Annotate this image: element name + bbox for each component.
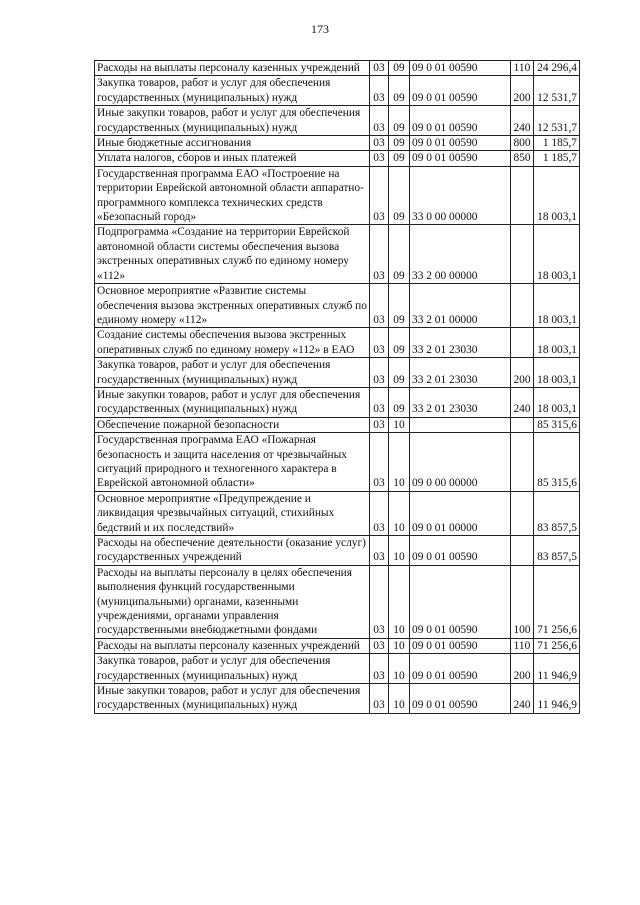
row-amount: 83 857,5 bbox=[534, 491, 580, 535]
row-description: Закупка товаров, работ и услуг для обеспечения государственных (муниципальных) нужд bbox=[95, 654, 370, 684]
row-target-article: 09 0 01 00590 bbox=[410, 76, 511, 106]
row-section-code: 03 bbox=[370, 638, 389, 653]
row-section-code: 03 bbox=[370, 654, 389, 684]
row-section-code: 03 bbox=[370, 417, 389, 432]
row-description: Обеспечение пожарной безопасности bbox=[95, 417, 370, 432]
row-target-article: 09 0 00 00000 bbox=[410, 433, 511, 492]
row-expense-type: 110 bbox=[511, 61, 534, 76]
row-amount: 12 531,7 bbox=[534, 106, 580, 136]
row-subsection-code: 09 bbox=[389, 106, 410, 136]
row-subsection-code: 09 bbox=[389, 166, 410, 225]
row-target-article: 09 0 01 00590 bbox=[410, 565, 511, 638]
table-row bbox=[95, 565, 580, 638]
row-expense-type: 200 bbox=[511, 76, 534, 106]
row-amount: 85 315,6 bbox=[534, 417, 580, 432]
row-target-article bbox=[410, 417, 511, 432]
row-subsection-code: 10 bbox=[389, 433, 410, 492]
row-expense-type bbox=[511, 433, 534, 492]
row-target-article: 09 0 01 00590 bbox=[410, 61, 511, 76]
page-number: 173 bbox=[311, 22, 329, 36]
table-row bbox=[95, 387, 580, 417]
row-section-code: 03 bbox=[370, 565, 389, 638]
row-subsection-code: 10 bbox=[389, 684, 410, 714]
row-amount: 11 946,9 bbox=[534, 684, 580, 714]
row-amount: 71 256,6 bbox=[534, 638, 580, 653]
row-description: Закупка товаров, работ и услуг для обеспечения государственных (муниципальных) нужд bbox=[95, 76, 370, 106]
table-row bbox=[95, 491, 580, 535]
row-expense-type: 240 bbox=[511, 684, 534, 714]
row-section-code: 03 bbox=[370, 536, 389, 566]
row-expense-type bbox=[511, 284, 534, 328]
row-subsection-code: 09 bbox=[389, 225, 410, 284]
row-section-code: 03 bbox=[370, 225, 389, 284]
row-amount: 18 003,1 bbox=[534, 225, 580, 284]
row-amount: 18 003,1 bbox=[534, 387, 580, 417]
row-expense-type: 200 bbox=[511, 654, 534, 684]
row-description: Государственная программа ЕАО «Построение на территории Еврейской автономной области аппаратно-программного комплекса технических средств «Безопасный город» bbox=[95, 166, 370, 225]
row-amount: 83 857,5 bbox=[534, 536, 580, 566]
row-target-article: 09 0 01 00590 bbox=[410, 151, 511, 166]
row-expense-type bbox=[511, 536, 534, 566]
row-description: Создание системы обеспечения вызова экстренных оперативных служб по единому номеру «112» в ЕАО bbox=[95, 328, 370, 358]
row-description: Расходы на обеспечение деятельности (оказание услуг) государственных учреждений bbox=[95, 536, 370, 566]
row-expense-type: 240 bbox=[511, 387, 534, 417]
row-target-article: 09 0 01 00590 bbox=[410, 638, 511, 653]
row-target-article: 09 0 01 00590 bbox=[410, 654, 511, 684]
row-expense-type bbox=[511, 328, 534, 358]
row-description: Подпрограмма «Создание на территории Еврейской автономной области системы обеспечения вызова экстренных оперативных служб по единому номеру «112» bbox=[95, 225, 370, 284]
budget-table bbox=[94, 60, 580, 714]
row-description: Иные закупки товаров, работ и услуг для обеспечения государственных (муниципальных) нужд bbox=[95, 684, 370, 714]
row-description: Основное мероприятие «Предупреждение и ликвидация чрезвычайных ситуаций, стихийных бедствий и их последствий» bbox=[95, 491, 370, 535]
row-section-code: 03 bbox=[370, 284, 389, 328]
row-target-article: 33 2 00 00000 bbox=[410, 225, 511, 284]
row-section-code: 03 bbox=[370, 151, 389, 166]
row-subsection-code: 09 bbox=[389, 284, 410, 328]
row-section-code: 03 bbox=[370, 491, 389, 535]
row-section-code: 03 bbox=[370, 76, 389, 106]
row-subsection-code: 09 bbox=[389, 61, 410, 76]
table-row bbox=[95, 358, 580, 388]
row-expense-type bbox=[511, 491, 534, 535]
row-target-article: 09 0 01 00590 bbox=[410, 536, 511, 566]
table-row bbox=[95, 284, 580, 328]
row-subsection-code: 09 bbox=[389, 387, 410, 417]
row-subsection-code: 09 bbox=[389, 151, 410, 166]
row-amount: 1 185,7 bbox=[534, 136, 580, 151]
row-expense-type: 800 bbox=[511, 136, 534, 151]
table-row bbox=[95, 328, 580, 358]
row-target-article: 33 0 00 00000 bbox=[410, 166, 511, 225]
row-section-code: 03 bbox=[370, 387, 389, 417]
row-expense-type bbox=[511, 417, 534, 432]
row-target-article: 33 2 01 23030 bbox=[410, 328, 511, 358]
row-section-code: 03 bbox=[370, 106, 389, 136]
table-row bbox=[95, 417, 580, 432]
row-expense-type bbox=[511, 166, 534, 225]
table-row bbox=[95, 136, 580, 151]
row-section-code: 03 bbox=[370, 136, 389, 151]
table-row bbox=[95, 61, 580, 76]
row-section-code: 03 bbox=[370, 61, 389, 76]
row-amount: 24 296,4 bbox=[534, 61, 580, 76]
row-description: Закупка товаров, работ и услуг для обеспечения государственных (муниципальных) нужд bbox=[95, 358, 370, 388]
row-subsection-code: 09 bbox=[389, 358, 410, 388]
table-row bbox=[95, 151, 580, 166]
row-subsection-code: 10 bbox=[389, 417, 410, 432]
row-amount: 11 946,9 bbox=[534, 654, 580, 684]
table-row bbox=[95, 166, 580, 225]
row-target-article: 09 0 01 00000 bbox=[410, 491, 511, 535]
budget-table-body bbox=[95, 61, 580, 714]
row-section-code: 03 bbox=[370, 166, 389, 225]
row-amount: 85 315,6 bbox=[534, 433, 580, 492]
row-expense-type: 100 bbox=[511, 565, 534, 638]
row-amount: 18 003,1 bbox=[534, 328, 580, 358]
row-expense-type bbox=[511, 225, 534, 284]
row-subsection-code: 10 bbox=[389, 565, 410, 638]
row-expense-type: 850 bbox=[511, 151, 534, 166]
row-subsection-code: 09 bbox=[389, 76, 410, 106]
row-expense-type: 110 bbox=[511, 638, 534, 653]
row-expense-type: 240 bbox=[511, 106, 534, 136]
row-description: Государственная программа ЕАО «Пожарная безопасность и защита населения от чрезвычайных ситуаций природного и техногенного характера в Еврейской автономной области» bbox=[95, 433, 370, 492]
row-amount: 71 256,6 bbox=[534, 565, 580, 638]
row-section-code: 03 bbox=[370, 684, 389, 714]
table-row bbox=[95, 106, 580, 136]
row-description: Основное мероприятие «Развитие системы обеспечения вызова экстренных оперативных служб по единому номеру «112» bbox=[95, 284, 370, 328]
row-subsection-code: 09 bbox=[389, 328, 410, 358]
row-amount: 18 003,1 bbox=[534, 284, 580, 328]
row-section-code: 03 bbox=[370, 358, 389, 388]
row-amount: 18 003,1 bbox=[534, 166, 580, 225]
row-target-article: 33 2 01 00000 bbox=[410, 284, 511, 328]
row-description: Иные бюджетные ассигнования bbox=[95, 136, 370, 151]
row-target-article: 09 0 01 00590 bbox=[410, 136, 511, 151]
row-description: Расходы на выплаты персоналу казенных учреждений bbox=[95, 638, 370, 653]
table-row bbox=[95, 638, 580, 653]
row-description: Иные закупки товаров, работ и услуг для обеспечения государственных (муниципальных) нужд bbox=[95, 106, 370, 136]
row-amount: 1 185,7 bbox=[534, 151, 580, 166]
row-target-article: 09 0 01 00590 bbox=[410, 106, 511, 136]
row-section-code: 03 bbox=[370, 328, 389, 358]
row-expense-type: 200 bbox=[511, 358, 534, 388]
row-target-article: 09 0 01 00590 bbox=[410, 684, 511, 714]
row-amount: 18 003,1 bbox=[534, 358, 580, 388]
table-row bbox=[95, 684, 580, 714]
row-description: Иные закупки товаров, работ и услуг для обеспечения государственных (муниципальных) нужд bbox=[95, 387, 370, 417]
table-row bbox=[95, 536, 580, 566]
row-subsection-code: 10 bbox=[389, 491, 410, 535]
table-row bbox=[95, 76, 580, 106]
row-subsection-code: 10 bbox=[389, 654, 410, 684]
row-target-article: 33 2 01 23030 bbox=[410, 358, 511, 388]
row-subsection-code: 10 bbox=[389, 638, 410, 653]
table-row bbox=[95, 225, 580, 284]
row-section-code: 03 bbox=[370, 433, 389, 492]
table-row bbox=[95, 654, 580, 684]
row-description: Расходы на выплаты персоналу в целях обеспечения выполнения функций государственными (муниципальными) органами, казенными учреждениями, органами управления государственными внебюджетными фондами bbox=[95, 565, 370, 638]
row-subsection-code: 09 bbox=[389, 136, 410, 151]
row-description: Расходы на выплаты персоналу казенных учреждений bbox=[95, 61, 370, 76]
row-description: Уплата налогов, сборов и иных платежей bbox=[95, 151, 370, 166]
row-subsection-code: 10 bbox=[389, 536, 410, 566]
row-amount: 12 531,7 bbox=[534, 76, 580, 106]
row-target-article: 33 2 01 23030 bbox=[410, 387, 511, 417]
table-row bbox=[95, 433, 580, 492]
